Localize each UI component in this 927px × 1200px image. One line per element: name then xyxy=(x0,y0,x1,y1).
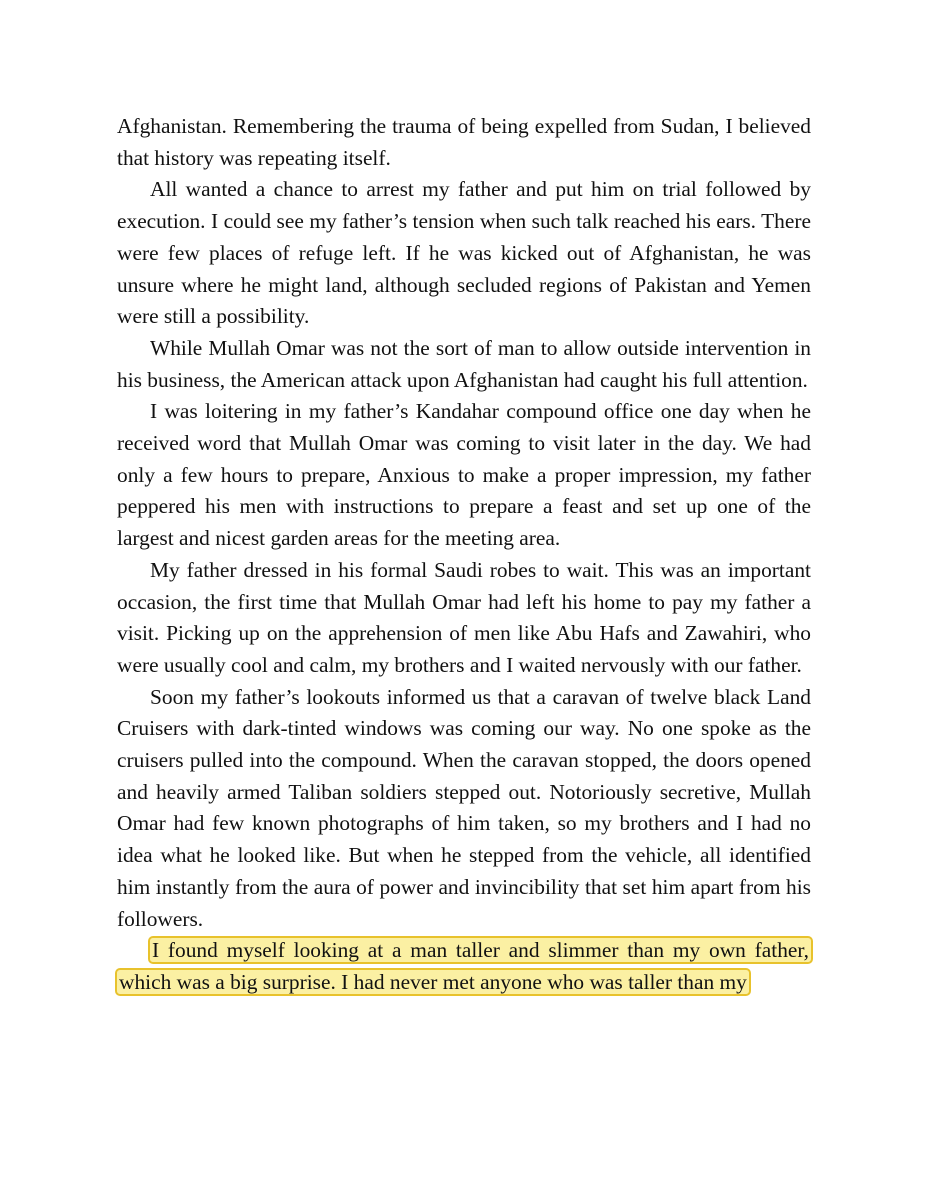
paragraph-2 xyxy=(117,174,811,333)
highlighted-passage[interactable]: I found myself looking at a man taller and slimmer than my own father, which was a big surprise. I had never met anyone who was taller than my xyxy=(119,938,809,994)
paragraph-5-text: My father dressed in his formal Saudi robes to wait. This was an important occasion, the first time that Mullah Omar had left his home to pay my father a visit. Picking up on the apprehension of men like Abu Hafs and Zawahiri, who were usually cool and calm, my brothers and I waited nervously with our father. xyxy=(117,557,811,677)
paragraph-6-text: Soon my father’s lookouts informed us that a caravan of twelve black Land Cruisers with dark-tinted windows was coming our way. No one spoke as the cruisers pulled into the compound. When the caravan stopped, the doors opened and heavily armed Taliban soldiers stepped out. Notoriously secretive, Mullah Omar had few known photographs of him taken, so my brothers and I had no idea what he looked like. But when he stepped from the vehicle, all identified him instantly from the aura of power and invincibility that set him apart from his followers. xyxy=(117,684,811,931)
paragraph-1-text: Afghanistan. Remembering the trauma of being expelled from Sudan, I believed that history was repeating itself. xyxy=(117,114,811,170)
paragraph-4 xyxy=(117,396,811,555)
paragraph-3 xyxy=(117,333,811,396)
page-body-text xyxy=(117,111,811,999)
paragraph-6 xyxy=(117,682,811,936)
paragraph-4-text: I was loitering in my father’s Kandahar compound office one day when he received word that Mullah Omar was coming to visit later in the day. We had only a few hours to prepare, Anxious to make a proper impression, my father peppered his men with instructions to prepare a feast and set up one of the largest and nicest garden areas for the meeting area. xyxy=(117,399,811,551)
paragraph-1 xyxy=(117,111,811,174)
paragraph-5 xyxy=(117,555,811,682)
paragraph-7 xyxy=(117,935,811,998)
paragraph-2-text: All wanted a chance to arrest my father and put him on trial followed by execution. I could see my father’s tension when such talk reached his ears. There were few places of refuge left. If he was kicked out of Afghanistan, he was unsure where he might land, although secluded regions of Pakistan and Yemen were still a possibility. xyxy=(117,177,811,329)
paragraph-3-text: While Mullah Omar was not the sort of man to allow outside intervention in his business, the American attack upon Afghanistan had caught his full attention. xyxy=(117,335,811,392)
